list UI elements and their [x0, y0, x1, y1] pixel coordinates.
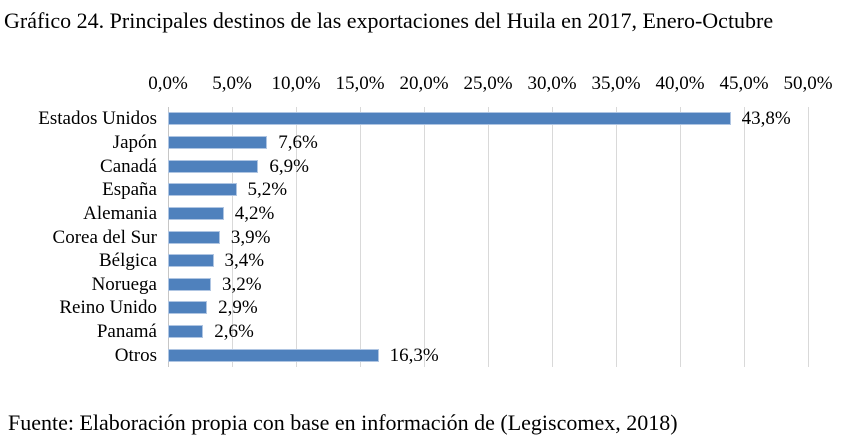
- bar-row: [0, 320, 866, 344]
- bar: [168, 301, 207, 314]
- bar-track: [168, 344, 808, 366]
- chart-title: Gráfico 24. Principales destinos de las exportaciones del Huila en 2017, Enero-Octubre: [4, 8, 774, 33]
- category-label: Corea del Sur: [52, 226, 157, 248]
- bar-row: [0, 178, 866, 202]
- value-label: 6,9%: [269, 155, 309, 177]
- category-label: Alemania: [83, 202, 157, 224]
- value-label: 7,6%: [278, 131, 318, 153]
- bar: [168, 183, 237, 196]
- bar-track: [168, 321, 808, 343]
- bar-track: [168, 226, 808, 248]
- x-axis-tick-label: 25,0%: [463, 73, 513, 94]
- bar: [168, 254, 214, 267]
- bar: [168, 278, 211, 291]
- value-label: 3,4%: [224, 250, 265, 272]
- bar: [168, 325, 203, 338]
- category-label: Japón: [112, 131, 157, 153]
- x-axis-tick-label: 40,0%: [655, 73, 705, 94]
- bar: [168, 207, 224, 220]
- bar-row: [0, 296, 866, 320]
- category-label: Bélgica: [98, 250, 157, 272]
- bar-row: [0, 343, 866, 367]
- bar-track: [168, 131, 808, 153]
- bar-row: [0, 225, 866, 249]
- x-axis-tick-label: 20,0%: [399, 73, 449, 94]
- bar: [168, 231, 220, 244]
- source-note: Fuente: Elaboración propia con base en información de (Legiscomex, 2018): [8, 410, 678, 435]
- category-label: Canadá: [100, 155, 157, 177]
- category-label: Otros: [114, 344, 157, 366]
- category-label: Noruega: [91, 273, 157, 295]
- bar-track: [168, 155, 808, 177]
- bar-track: [168, 273, 808, 295]
- bar: [168, 136, 267, 149]
- bar: [168, 112, 731, 125]
- bar-row: [0, 107, 866, 131]
- value-label: 16,3%: [389, 344, 439, 366]
- bar-row: [0, 131, 866, 155]
- bar-row: [0, 154, 866, 178]
- bar-track: [168, 179, 808, 201]
- bar-track: [168, 250, 808, 272]
- bar-row: [0, 249, 866, 273]
- x-axis-tick-label: 30,0%: [527, 73, 577, 94]
- x-axis-tick-label: 10,0%: [271, 73, 321, 94]
- category-label: España: [102, 179, 157, 201]
- x-axis-tick-label: 15,0%: [335, 73, 385, 94]
- x-axis-tick-labels: [148, 72, 833, 96]
- category-label: Estados Unidos: [38, 108, 157, 130]
- value-label: 3,9%: [230, 226, 271, 248]
- bar-track: [168, 202, 808, 224]
- value-label: 2,6%: [214, 321, 254, 343]
- bar-row: [0, 202, 866, 226]
- x-axis-tick-label: 50,0%: [783, 73, 833, 94]
- value-label: 3,2%: [221, 273, 262, 295]
- bar: [168, 160, 258, 173]
- value-label: 4,2%: [234, 202, 275, 224]
- value-label: 43,8%: [741, 108, 791, 130]
- category-label: Reino Unido: [59, 297, 157, 319]
- category-label: Panamá: [96, 321, 157, 343]
- bar: [168, 349, 379, 362]
- bar-track: [168, 297, 808, 319]
- x-axis-tick-label: 45,0%: [719, 73, 769, 94]
- value-label: 2,9%: [218, 297, 258, 319]
- bar-track: [168, 108, 808, 130]
- bar-rows: [0, 107, 866, 367]
- value-label: 5,2%: [247, 179, 288, 201]
- x-axis-tick-label: 35,0%: [591, 73, 641, 94]
- x-axis-tick-label: 5,0%: [212, 73, 252, 94]
- x-axis-tick-label: 0,0%: [148, 73, 188, 94]
- bar-row: [0, 272, 866, 296]
